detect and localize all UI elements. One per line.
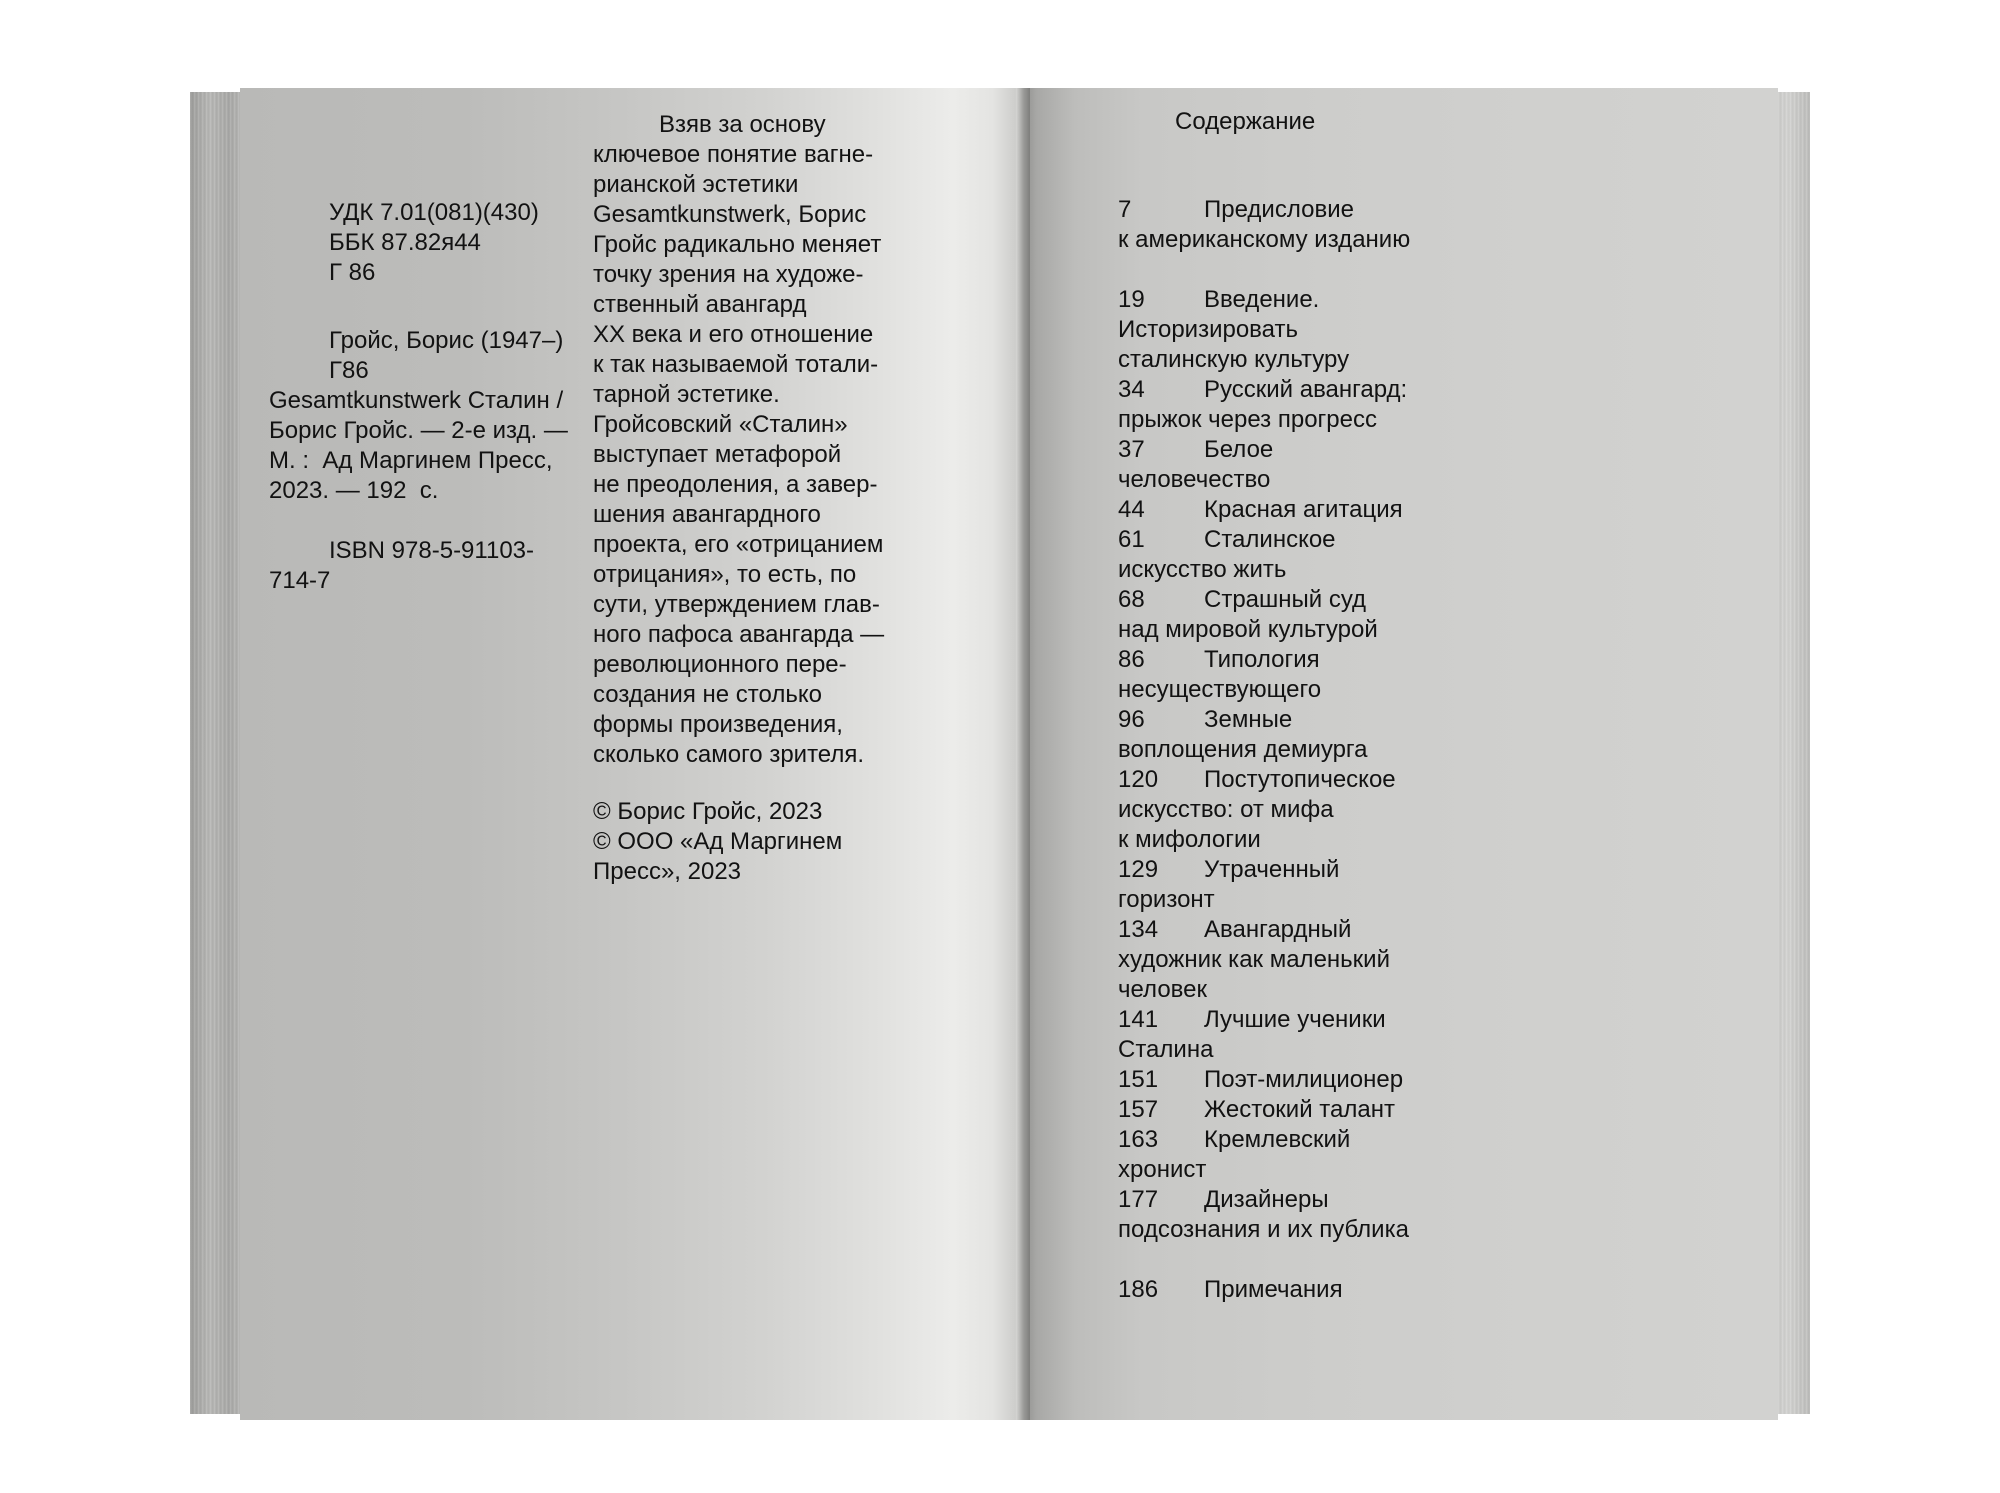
annotation-line: Взяв за основу (659, 111, 826, 138)
toc-spacer (1118, 255, 1438, 285)
isbn-line: 714-7 (269, 567, 331, 594)
toc-page-number: 37 (1118, 436, 1145, 463)
toc-page-number: 34 (1118, 376, 1145, 403)
left-page-stack-lines (190, 92, 246, 1414)
table-of-contents (1118, 195, 1438, 1305)
annotation-line: ственный авангард (593, 291, 807, 318)
toc-title: Жестокий талант (1204, 1096, 1395, 1123)
annotation-line: создания не столько (593, 681, 822, 708)
copyright-block (593, 797, 842, 887)
toc-title-continuation: сталинскую культуру (1118, 346, 1350, 373)
annotation-line: формы произведения, (593, 711, 843, 738)
toc-page-number: 96 (1118, 706, 1145, 733)
toc-entry (1118, 1185, 1438, 1245)
annotation-line: ного пафоса авангарда — (593, 621, 885, 648)
author-heading: Гройс, Борис (1947–) (329, 327, 564, 354)
toc-title-continuation: горизонт (1118, 886, 1215, 913)
toc-title-continuation: хронист (1118, 1156, 1207, 1183)
toc-page-number: 61 (1118, 526, 1145, 553)
toc-title: Примечания (1204, 1276, 1343, 1303)
bib-line: Борис Гройс. — 2-е изд. — (269, 417, 568, 444)
toc-entry (1118, 1095, 1438, 1125)
toc-page-number: 151 (1118, 1066, 1159, 1093)
toc-title: Лучшие ученики (1204, 1006, 1386, 1033)
annotation-line: революционного пере- (593, 651, 847, 678)
annotation (593, 110, 884, 770)
toc-entry (1118, 1275, 1438, 1305)
annotation-line: XX века и его отношение (593, 321, 874, 348)
toc-entry (1118, 645, 1438, 705)
toc-page-number: 163 (1118, 1126, 1159, 1153)
annotation-line: проекта, его «отрицанием (593, 531, 884, 558)
annotation-line: точку зрения на художе- (593, 261, 864, 288)
copyright-line: Пресс», 2023 (593, 858, 742, 885)
annotation-line: сути, утверждением глав- (593, 591, 880, 618)
toc-title-continuation: художник как маленький (1118, 946, 1390, 973)
author-sign: Г 86 (329, 259, 376, 286)
toc-title: Земные (1204, 706, 1293, 733)
toc-title: Дизайнеры (1204, 1186, 1329, 1213)
toc-page-number: 177 (1118, 1186, 1159, 1213)
toc-title-continuation: прыжок через прогресс (1118, 406, 1377, 433)
toc-page-number: 129 (1118, 856, 1159, 883)
bibliographic-description (269, 386, 568, 506)
toc-entry (1118, 705, 1438, 765)
toc-entry (1118, 585, 1438, 645)
annotation-line: ключевое понятие вагне- (593, 141, 874, 168)
copyright-line: © Борис Гройс, 2023 (593, 798, 823, 825)
toc-title: Утраченный (1204, 856, 1340, 883)
toc-entry (1118, 765, 1438, 855)
toc-entry (1118, 915, 1438, 1005)
toc-title: Красная агитация (1204, 496, 1403, 523)
toc-title: Страшный суд (1204, 586, 1367, 613)
author-heading-block (329, 326, 563, 386)
toc-title: Авангардный (1204, 916, 1352, 943)
toc-title: Предисловие (1204, 196, 1354, 223)
toc-title-continuation: Историзировать (1118, 316, 1298, 343)
toc-page-number: 7 (1118, 196, 1132, 223)
annotation-line: отрицания», то есть, по (593, 561, 857, 588)
toc-spacer (1118, 1245, 1438, 1275)
annotation-line: не преодоления, а завер- (593, 471, 878, 498)
toc-title-continuation: над мировой культурой (1118, 616, 1378, 643)
annotation-line: к так называемой тотали- (593, 351, 879, 378)
book-gutter (1016, 88, 1030, 1420)
toc-title: Постутопическое (1204, 766, 1396, 793)
toc-entry (1118, 435, 1438, 495)
annotation-line: рианской эстетики (593, 171, 799, 198)
toc-title: Русский авангард: (1204, 376, 1408, 403)
toc-entry (1118, 855, 1438, 915)
toc-title: Поэт-милиционер (1204, 1066, 1404, 1093)
author-code: Г86 (329, 357, 369, 384)
toc-page-number: 44 (1118, 496, 1145, 523)
toc-entry (1118, 375, 1438, 435)
toc-page-number: 141 (1118, 1006, 1159, 1033)
annotation-line: Gesamtkunstwerk, Борис (593, 201, 867, 228)
toc-entry (1118, 495, 1438, 525)
toc-title-continuation: человечество (1118, 466, 1271, 493)
toc-title-continuation: подсознания и их публика (1118, 1216, 1409, 1243)
toc-title-continuation: воплощения демиурга (1118, 736, 1368, 763)
toc-entry (1118, 1125, 1438, 1185)
toc-title: Сталинское (1204, 526, 1336, 553)
toc-title-continuation: к мифологии (1118, 826, 1261, 853)
annotation-line: выступает метафорой (593, 441, 842, 468)
toc-entry (1118, 1065, 1438, 1095)
bib-line: Gesamtkunstwerk Сталин / (269, 387, 564, 414)
copyright-line: © ООО «Ад Маргинем (593, 828, 843, 855)
toc-page-number: 186 (1118, 1276, 1159, 1303)
bbk-code: ББК 87.82я44 (329, 229, 481, 256)
toc-entry (1118, 285, 1438, 375)
toc-title-continuation: к американскому изданию (1118, 226, 1411, 253)
udk-code: УДК 7.01(081)(430) (329, 199, 539, 226)
bib-line: 2023. — 192 с. (269, 477, 439, 504)
toc-title-continuation: несуществующего (1118, 676, 1322, 703)
toc-entry (1118, 525, 1438, 585)
toc-page-number: 68 (1118, 586, 1145, 613)
toc-title-continuation: искусство: от мифа (1118, 796, 1334, 823)
toc-title: Кремлевский (1204, 1126, 1351, 1153)
toc-title: Введение. (1204, 286, 1320, 313)
toc-title-continuation: Сталина (1118, 1036, 1214, 1063)
isbn-block (269, 536, 534, 596)
toc-page-number: 120 (1118, 766, 1159, 793)
annotation-line: шения авангардного (593, 501, 821, 528)
annotation-line: сколько самого зрителя. (593, 741, 865, 768)
toc-page-number: 86 (1118, 646, 1145, 673)
toc-entry (1118, 1005, 1438, 1065)
classification-block (329, 198, 539, 288)
toc-page-number: 19 (1118, 286, 1145, 313)
annotation-line: Гройсовский «Сталин» (593, 411, 848, 438)
annotation-line: Гройс радикально меняет (593, 231, 882, 258)
toc-title: Белое (1204, 436, 1274, 463)
isbn-line: ISBN 978-5-91103- (329, 537, 535, 564)
toc-entry (1118, 195, 1438, 255)
annotation-line: тарной эстетике. (593, 381, 780, 408)
toc-title-continuation: человек (1118, 976, 1208, 1003)
toc-title-continuation: искусство жить (1118, 556, 1287, 583)
toc-title: Типология (1204, 646, 1320, 673)
toc-page-number: 134 (1118, 916, 1159, 943)
toc-page-number: 157 (1118, 1096, 1159, 1123)
bib-line: М. : Ад Маргинем Пресс, (269, 447, 553, 474)
contents-heading: Содержание (1175, 108, 1316, 135)
